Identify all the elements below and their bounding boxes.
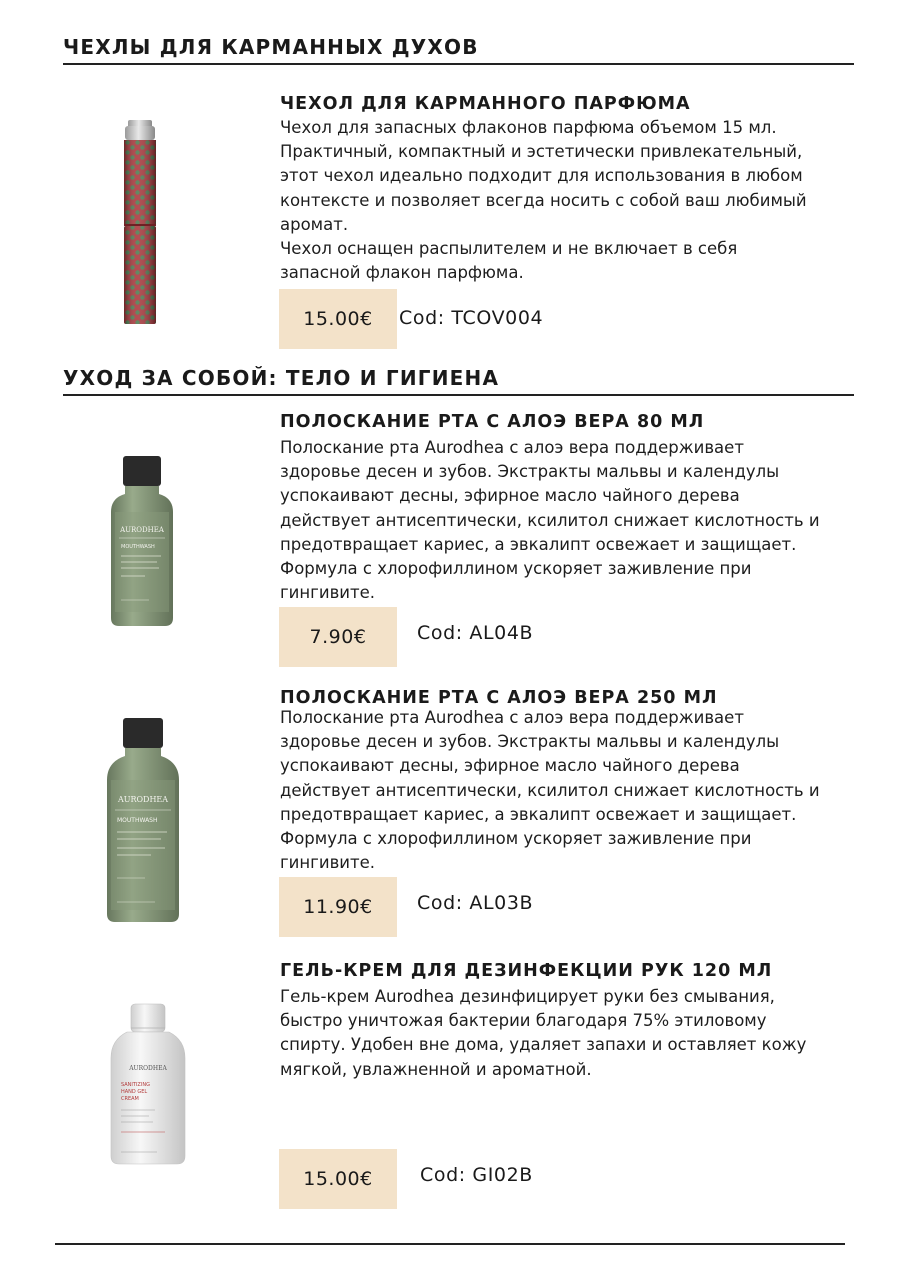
- section-divider: [63, 63, 854, 65]
- section-divider: [63, 394, 854, 396]
- price-badge: 11.90€: [279, 877, 397, 937]
- product-title: ПОЛОСКАНИЕ РТА С АЛОЭ ВЕРА 80 МЛ: [280, 412, 705, 432]
- product-image[interactable]: [65, 110, 230, 335]
- svg-text:HAND GEL: HAND GEL: [121, 1089, 148, 1095]
- product-image[interactable]: [65, 1000, 230, 1170]
- svg-text:MOUTHWASH: MOUTHWASH: [121, 544, 155, 550]
- product-description: Полоскание рта Aurodhea с алоэ вера поддерживает здоровье десен и зубов. Экстракты мальвы и календулы успокаивают десны, эфирное масло чайного дерева действует антисептически, ксилитол снижает кислотность и предотвращает кариес, а эвкалипт освежает и защищает. Формула с хлорофиллином ускоряет заживление при гингивите.: [280, 708, 820, 873]
- svg-text:AURODHEA: AURODHEA: [117, 795, 169, 804]
- footer-divider: [55, 1243, 845, 1245]
- product-title: ПОЛОСКАНИЕ РТА С АЛОЭ ВЕРА 250 МЛ: [280, 688, 718, 708]
- mouthwash-bottle-icon: [65, 708, 230, 933]
- product-code: Cod: AL04B: [417, 622, 534, 644]
- section-title-pocket-perfume: ЧЕХЛЫ ДЛЯ КАРМАННЫХ ДУХОВ: [63, 35, 479, 59]
- product-description: Чехол для запасных флаконов парфюма объемом 15 мл. Практичный, компактный и эстетически привлекательный, этот чехол идеально подходит для использования в любом контексте и позволяет всегда носить с собой ваш любимый аромат. Чехол оснащен распылителем и не включает в себя запасной флакон парфюма.: [280, 118, 807, 283]
- perfume-case-icon: [65, 110, 230, 335]
- sanitizer-bottle-icon: [65, 1000, 230, 1170]
- product-title: ГЕЛЬ-КРЕМ ДЛЯ ДЕЗИНФЕКЦИИ РУК 120 МЛ: [280, 961, 773, 981]
- svg-text:SANITIZING: SANITIZING: [121, 1082, 150, 1088]
- product-code: Cod: TCOV004: [399, 307, 544, 329]
- section-title-body-care: УХОД ЗА СОБОЙ: ТЕЛО И ГИГИЕНА: [63, 366, 500, 390]
- mouthwash-bottle-icon: [65, 448, 230, 638]
- product-image[interactable]: [65, 708, 230, 933]
- svg-text:AURODHEA: AURODHEA: [120, 526, 164, 534]
- product-code: Cod: AL03B: [417, 892, 534, 914]
- price-badge: 7.90€: [279, 607, 397, 667]
- svg-text:AURODHEA: AURODHEA: [129, 1065, 167, 1072]
- product-description: Гель-крем Aurodhea дезинфицирует руки без смывания, быстро уничтожая бактерии благодаря 75% этиловому спирту. Удобен вне дома, удаляет запахи и оставляет кожу мягкой, увлажненной и ароматной.: [280, 987, 807, 1079]
- svg-text:MOUTHWASH: MOUTHWASH: [117, 817, 158, 824]
- svg-text:CREAM: CREAM: [121, 1096, 139, 1102]
- product-title: ЧЕХОЛ ДЛЯ КАРМАННОГО ПАРФЮМА: [280, 94, 691, 114]
- product-image[interactable]: [65, 448, 230, 638]
- price-badge: 15.00€: [279, 289, 397, 349]
- product-description: Полоскание рта Aurodhea с алоэ вера поддерживает здоровье десен и зубов. Экстракты мальвы и календулы успокаивают десны, эфирное масло чайного дерева действует антисептически, ксилитол снижает кислотность и предотвращает кариес, а эвкалипт освежает и защищает. Формула с хлорофиллином ускоряет заживление при гингивите.: [280, 438, 820, 603]
- product-code: Cod: GI02B: [420, 1164, 533, 1186]
- price-badge: 15.00€: [279, 1149, 397, 1209]
